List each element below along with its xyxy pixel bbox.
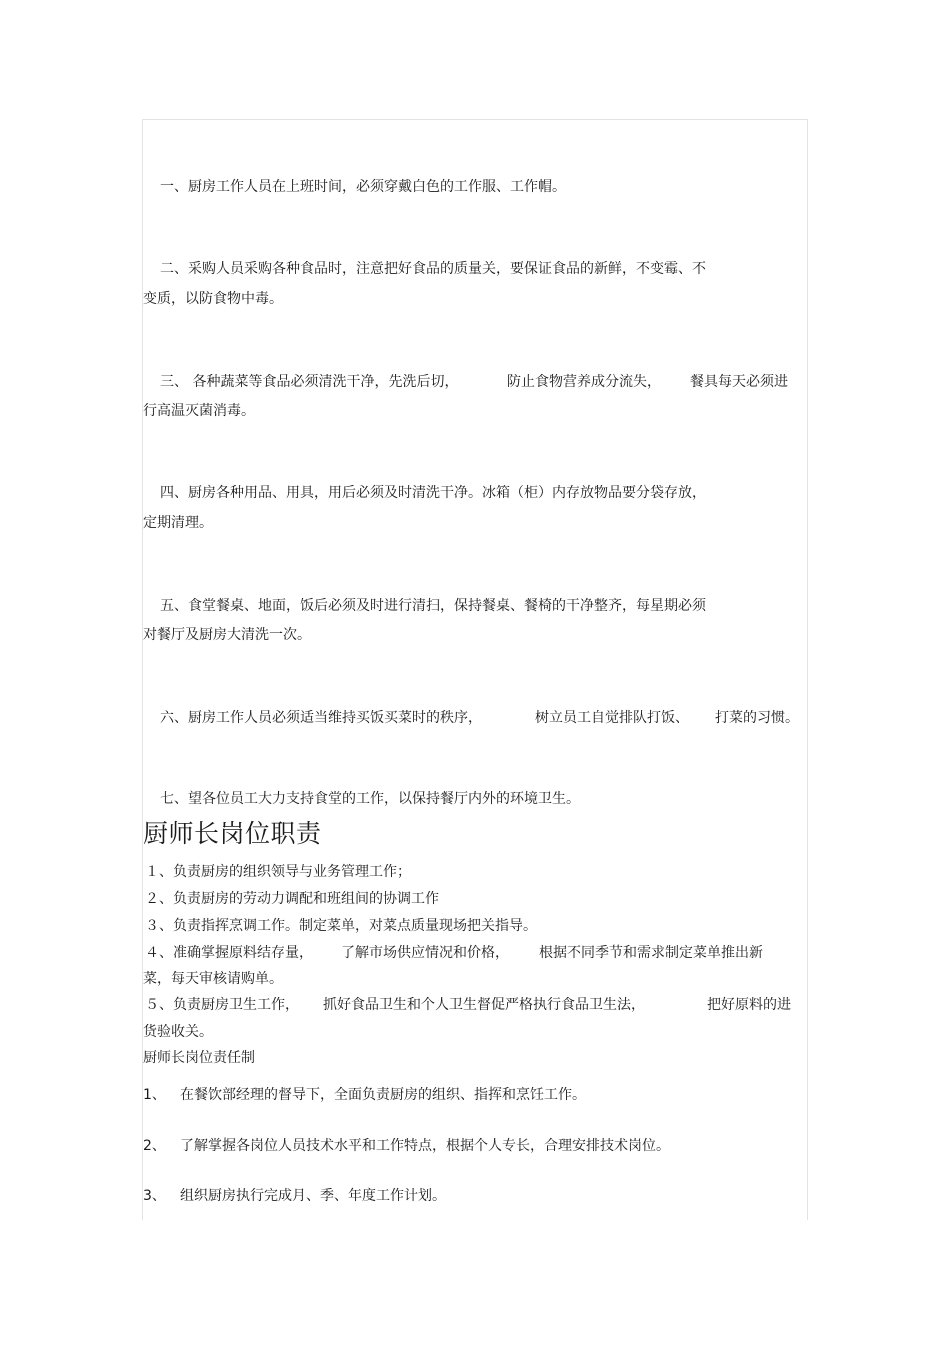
rule-5-line-2: 对餐厅及厨房大清洗一次。 [143, 627, 311, 643]
rule-6-line-1c: 打菜的习惯。 [715, 710, 799, 726]
duty-4-part-b: 了解市场供应情况和价格， [341, 945, 509, 961]
duty-1: １、负责厨房的组织领导与业务管理工作； [145, 864, 411, 880]
duty-5-part-a: ５、负责厨房卫生工作， [145, 997, 299, 1013]
rule-3-line-1c: 餐具每天必须进 [690, 374, 788, 390]
item-2-number: 2、 [143, 1138, 166, 1154]
rule-4-line-1: 四、厨房各种用品、用具，用后必须及时清洗干净。冰箱（柜）内存放物品要分袋存放， [160, 485, 706, 501]
duty-4-part-c: 根据不同季节和需求制定菜单推出新 [539, 945, 763, 961]
rule-3-line-2: 行高温灭菌消毒。 [143, 403, 255, 419]
item-3-text: 组织厨房执行完成月、季、年度工作计划。 [180, 1188, 446, 1204]
rule-2-line-1: 二、采购人员采购各种食品时，注意把好食品的质量关，要保证食品的新鲜，不变霉、不 [160, 261, 706, 277]
duty-5-part-b: 抓好食品卫生和个人卫生督促严格执行食品卫生法， [323, 997, 645, 1013]
item-3-number: 3、 [143, 1188, 166, 1204]
item-2-text: 了解掌握各岗位人员技术水平和工作特点，根据个人专长，合理安排技术岗位。 [180, 1138, 670, 1154]
subsection-title: 厨师长岗位责任制 [143, 1050, 255, 1066]
duty-3: ３、负责指挥烹调工作。制定菜单，对菜点质量现场把关指导。 [145, 918, 537, 934]
rule-5-line-1: 五、食堂餐桌、地面，饭后必须及时进行清扫，保持餐桌、餐椅的干净整齐，每星期必须 [160, 598, 706, 614]
section-title: 厨师长岗位职责 [143, 819, 322, 848]
item-1-number: 1、 [143, 1087, 166, 1103]
duty-4-part-a: ４、准确掌握原料结存量， [145, 945, 313, 961]
rule-7-line-1: 七、望各位员工大力支持食堂的工作，以保持餐厅内外的环境卫生。 [160, 791, 580, 807]
duty-5-part-d: 货验收关。 [143, 1024, 213, 1040]
duty-4-part-d: 菜，每天审核请购单。 [143, 971, 283, 987]
rule-6-line-1a: 六、厨房工作人员必须适当维持买饭买菜时的秩序， [160, 710, 482, 726]
rule-3-line-1b: 防止食物营养成分流失， [507, 374, 661, 390]
rule-3-line-1a: 三、 各种蔬菜等食品必须清洗干净，先洗后切， [160, 374, 459, 390]
duty-2: ２、负责厨房的劳动力调配和班组间的协调工作 [145, 891, 439, 907]
item-1-text: 在餐饮部经理的督导下，全面负责厨房的组织、指挥和烹饪工作。 [180, 1087, 586, 1103]
duty-5-part-c: 把好原料的进 [707, 997, 791, 1013]
rule-2-line-2: 变质，以防食物中毒。 [143, 291, 283, 307]
rule-4-line-2: 定期清理。 [143, 515, 213, 531]
rule-1-line-1: 一、厨房工作人员在上班时间，必须穿戴白色的工作服、工作帽。 [160, 179, 566, 195]
rule-6-line-1b: 树立员工自觉排队打饭、 [535, 710, 689, 726]
